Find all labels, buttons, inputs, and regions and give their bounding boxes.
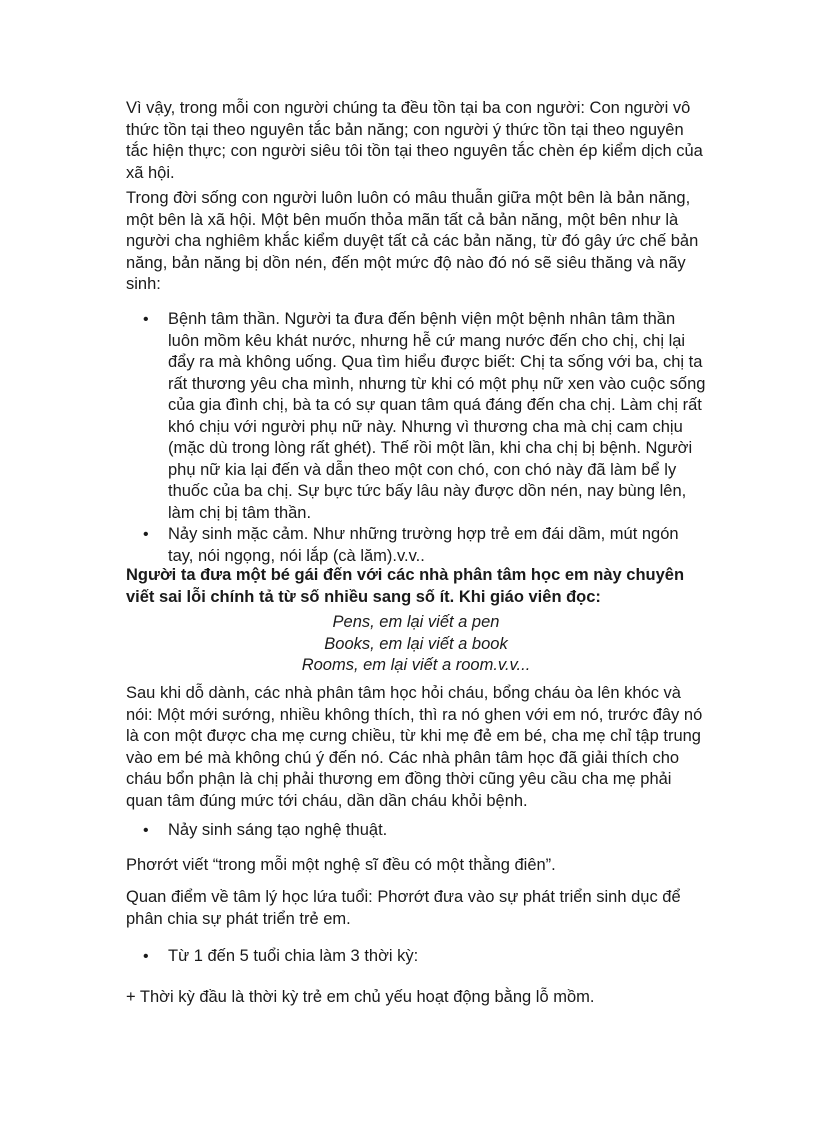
- bullet-icon: •: [143, 526, 149, 543]
- bullet-item-stages: [126, 946, 706, 968]
- example-line-1: Pens, em lại viết a pen: [332, 613, 500, 631]
- bullet-item-complex: [126, 524, 706, 567]
- bullet-item-art: [126, 820, 706, 842]
- paragraph-conflict: Trong đời sống con người luôn luôn có mâu thuẫn giữa một bên là bản năng, một bên là xã hội. Một bên muốn thỏa mãn tất cả bản năng, một bên như là người cha nghiêm khắc kiểm duyệt tất cả các bản năng, từ đó gây ức chế bản năng, bản năng bị dồn nén, đến một mức độ nào đó nó sẽ siêu thăng và nãy sinh:: [126, 189, 699, 293]
- bullet-list-consequences: [126, 309, 706, 567]
- paragraph-three-persons: Vì vậy, trong mỗi con người chúng ta đều tồn tại ba con người: Con người vô thức tồn tại theo nguyên tắc bản năng; con người ý thức tồn tại theo nguyên tắc hiện thực; con người siêu tôi tồn tại theo nguyên tắc chèn ép kiểm dịch của xã hội.: [126, 99, 703, 182]
- bullet-list-art: [126, 820, 706, 842]
- bullet-icon: •: [143, 822, 149, 839]
- example-line-3: Rooms, em lại viết a room.v.v...: [301, 656, 531, 674]
- quoted-examples: [126, 612, 706, 677]
- bullet-text: Nảy sinh sáng tạo nghệ thuật.: [168, 821, 388, 839]
- paragraph-freud-quote: Phơrớt viết “trong mỗi một nghệ sĩ đều có một thằng điên”.: [126, 856, 556, 874]
- bullet-icon: •: [143, 311, 149, 328]
- bullet-text: Bệnh tâm thần. Người ta đưa đến bệnh viện một bệnh nhân tâm thần luôn mồm kêu khát nước, nhưng hễ cứ mang nước đến cho chị, chị lại đẩy ra mà không uống. Qua tìm hiểu được biết: Chị ta sống với ba, chị ta rất thương yêu cha mình, nhưng từ khi có một phụ nữ xen vào cuộc sống của gia đình chị, bà ta có sự quan tâm quá đáng đến cha chị. Làm chị rất khó chịu với người phụ nữ này. Nhưng vì thương cha mà chị cam chịu (mặc dù trong lòng rất ghét). Thế rồi một lần, khi cha chị bị bệnh. Người phụ nữ kia lại đến và dẫn theo một con chó, con chó này đã làm bể ly thuốc của ba chị. Sự bực tức bấy lâu này được dồn nén, nay bùng lên, làm chị bị tâm thần.: [168, 310, 706, 522]
- bullet-item-mental-illness: [126, 309, 706, 524]
- paragraph-first-stage: + Thời kỳ đầu là thời kỳ trẻ em chủ yếu hoạt động bằng lỗ mồm.: [126, 988, 595, 1006]
- bold-case-heading: Người ta đưa một bé gái đến với các nhà phân tâm học em này chuyên viết sai lỗi chính tả từ số nhiều sang số ít. Khi giáo viên đọc:: [126, 566, 685, 606]
- bullet-text: Từ 1 đến 5 tuổi chia làm 3 thời kỳ:: [168, 947, 419, 965]
- bullet-text: Nảy sinh mặc cảm. Như những trường hợp trẻ em đái dầm, mút ngón tay, nói ngọng, nói lắp (cà lăm).v.v..: [168, 525, 679, 565]
- bullet-icon: •: [143, 948, 149, 965]
- paragraph-age-psychology: Quan điểm về tâm lý học lứa tuổi: Phơrớt đưa vào sự phát triển sinh dục để phân chia sự phát triển trẻ em.: [126, 888, 681, 928]
- paragraph-jealousy: Sau khi dỗ dành, các nhà phân tâm học hỏi cháu, bổng cháu òa lên khóc và nói: Một mới sướng, nhiều không thích, thì ra nó ghen với em nó, trước đây nó là con một được cha mẹ cưng chiều, từ khi mẹ đẻ em bé, cha mẹ chỉ tập trung vào em bé mà không chú ý đến nó. Các nhà phân tâm học đã giải thích cho cháu bổn phận là chị phải thương em đồng thời cũng yêu cầu cha mẹ phải quan tâm đúng mức tới cháu, dần dần cháu khỏi bệnh.: [126, 684, 703, 810]
- bullet-list-stages: [126, 946, 706, 968]
- example-line-2: Books, em lại viết a book: [324, 634, 508, 653]
